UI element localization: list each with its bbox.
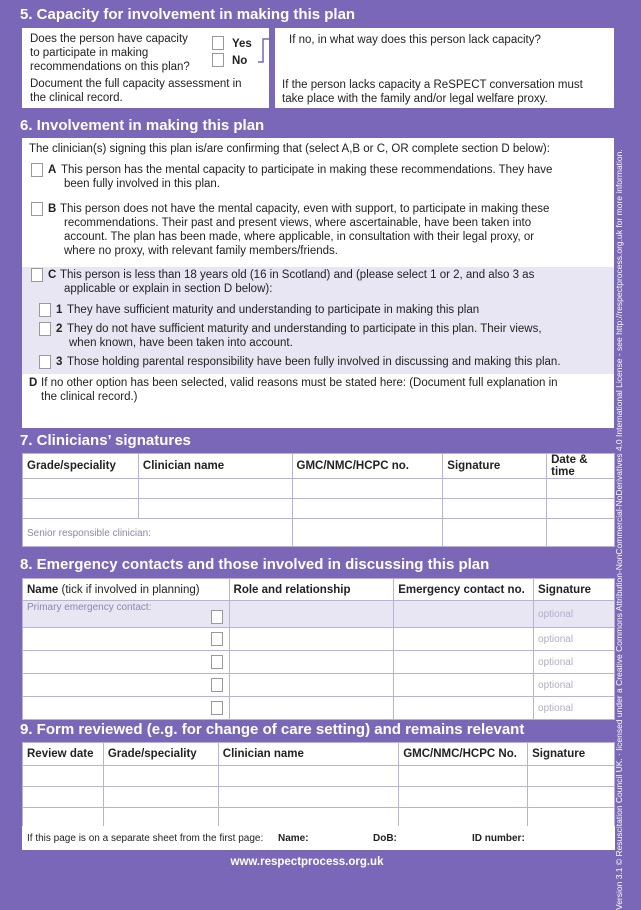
col-signature: Signature — [528, 743, 615, 766]
optional-label: optional — [538, 680, 574, 691]
lack-capacity-prompt: If no, in what way does this person lack capacity? — [289, 34, 541, 46]
option-b-letter: B — [48, 203, 57, 215]
col-signature: Signature — [534, 579, 615, 601]
option-c2-line1: They do not have sufficient maturity and understanding to participate in this plan. Their views, — [67, 323, 542, 335]
option-c-line2: applicable or explain in section D below): — [64, 283, 273, 295]
involved-checkbox[interactable] — [211, 701, 223, 715]
col-name-label: Name — [27, 583, 59, 596]
col-grade-speciality: Grade/speciality — [23, 454, 139, 479]
website-url[interactable]: www.respectprocess.org.uk — [230, 856, 384, 868]
lack-capacity-note-line2: take place with the family and/or legal welfare proxy. — [282, 93, 548, 105]
option-a-checkbox[interactable] — [31, 163, 43, 177]
section-7-title: 7. Clinicians’ signatures — [20, 432, 191, 449]
option-c3-checkbox[interactable] — [39, 355, 51, 369]
option-c3-text: Those holding parental responsibility have been fully involved in discussing and making this plan. — [67, 356, 561, 368]
col-grade-speciality: Grade/speciality — [103, 743, 218, 766]
section-6-title: 6. Involvement in making this plan — [20, 117, 265, 134]
capacity-question-line2: to participate in making — [30, 47, 149, 59]
option-a-line1: This person has the mental capacity to participate in making these recommendations. They have — [61, 164, 553, 176]
table-row[interactable] — [23, 601, 615, 628]
capacity-yes-checkbox[interactable] — [212, 36, 224, 50]
table-row[interactable] — [23, 787, 615, 808]
emergency-contacts-table — [22, 578, 615, 720]
col-review-date: Review date — [23, 743, 104, 766]
option-c-letter: C — [48, 269, 57, 281]
senior-clinician-label: Senior responsible clinician: — [27, 527, 151, 539]
involved-checkbox[interactable] — [211, 610, 223, 624]
option-b-line1: This person does not have the mental capacity, even with support, to participate in making these — [60, 203, 550, 215]
capacity-doc-line1: Document the full capacity assessment in — [30, 78, 242, 90]
col-emergency-contact: Emergency contact no. — [394, 579, 534, 601]
option-b-checkbox[interactable] — [31, 202, 43, 216]
table-row[interactable] — [23, 499, 615, 519]
option-a-letter: A — [48, 164, 57, 176]
option-b-line2: recommendations. Their past and present views, where ascertainable, have been taken into — [64, 217, 532, 229]
option-c-checkbox[interactable] — [31, 268, 43, 282]
lack-capacity-note-line1: If the person lacks capacity a ReSPECT conversation must — [282, 79, 583, 91]
col-date-time: Date & time — [547, 454, 615, 479]
capacity-question-line1: Does the person have capacity — [30, 33, 188, 45]
col-role: Role and relationship — [229, 579, 394, 601]
option-c1-number: 1 — [56, 304, 63, 316]
capacity-doc-line2: the clinical record. — [30, 92, 123, 104]
footer-id-label: ID number: — [472, 833, 525, 844]
option-c2-number: 2 — [56, 323, 63, 335]
capacity-no-label: No — [232, 55, 248, 67]
option-d-line2: the clinical record.) — [41, 391, 138, 403]
col-name — [23, 579, 230, 601]
option-c2-checkbox[interactable] — [39, 322, 51, 336]
table-row[interactable] — [23, 697, 615, 720]
col-name-sub: (tick if involved in planning) — [58, 583, 200, 596]
optional-label: optional — [538, 703, 574, 714]
col-clinician-name: Clinician name — [218, 743, 398, 766]
table-row[interactable] — [23, 674, 615, 697]
license-sidebar-text: Version 3.1 © Resuscitation Council UK. · licensed under a Creative Commons Attribution-NonCommercial-NoDerivatives 4.0 International License - see http://respectprocess.org.uk for more information. — [614, 149, 624, 910]
involved-checkbox[interactable] — [211, 655, 223, 669]
primary-contact-label: Primary emergency contact: — [27, 602, 152, 613]
optional-label: optional — [538, 609, 574, 620]
option-d-line1: If no other option has been selected, valid reasons must be stated here: (Document full explanation in — [41, 377, 558, 389]
table-row[interactable] — [23, 651, 615, 674]
option-c1-text: They have sufficient maturity and understanding to participate in making this plan — [67, 304, 480, 316]
option-d-letter: D — [29, 377, 38, 389]
col-clinician-name: Clinician name — [138, 454, 292, 479]
col-signature: Signature — [443, 454, 547, 479]
option-c3-number: 3 — [56, 356, 63, 368]
option-c2-line2: when known, have been taken into account. — [69, 337, 293, 349]
option-c1-checkbox[interactable] — [39, 303, 51, 317]
table-row[interactable] — [23, 766, 615, 787]
section-9-title: 9. Form reviewed (e.g. for change of care setting) and remains relevant — [20, 721, 525, 738]
involved-checkbox[interactable] — [211, 678, 223, 692]
capacity-question-line3: recommendations on this plan? — [30, 61, 190, 73]
capacity-yes-label: Yes — [232, 38, 252, 50]
footer-name-label: Name: — [278, 833, 309, 844]
col-gmc-number: GMC/NMC/HCPC No. — [399, 743, 528, 766]
optional-label: optional — [538, 634, 574, 645]
separate-sheet-note: If this page is on a separate sheet from the first page: — [27, 833, 264, 844]
form-review-table — [22, 742, 615, 829]
table-row[interactable] — [23, 479, 615, 499]
footer-dob-label: DoB: — [373, 833, 397, 844]
option-b-line3: account. The plan has been made, where applicable, in consultation with their legal proxy, or — [64, 231, 535, 243]
table-row[interactable] — [23, 628, 615, 651]
col-gmc-number: GMC/NMC/HCPC no. — [292, 454, 443, 479]
section-5-title: 5. Capacity for involvement in making this plan — [20, 6, 356, 23]
section-8-title: 8. Emergency contacts and those involved in discussing this plan — [20, 556, 490, 573]
option-a-line2: been fully involved in this plan. — [64, 178, 220, 190]
involvement-intro: The clinician(s) signing this plan is/are confirming that (select A,B or C, OR complete section D below): — [29, 143, 550, 155]
option-c-line1: This person is less than 18 years old (16 in Scotland) and (please select 1 or 2, and also 3 as — [60, 269, 535, 281]
clinician-signatures-table — [22, 453, 615, 547]
table-row[interactable] — [23, 519, 615, 547]
involved-checkbox[interactable] — [211, 632, 223, 646]
capacity-no-checkbox[interactable] — [212, 53, 224, 67]
optional-label: optional — [538, 657, 574, 668]
option-b-line4: where no proxy, with relevant family members/friends. — [64, 245, 338, 257]
